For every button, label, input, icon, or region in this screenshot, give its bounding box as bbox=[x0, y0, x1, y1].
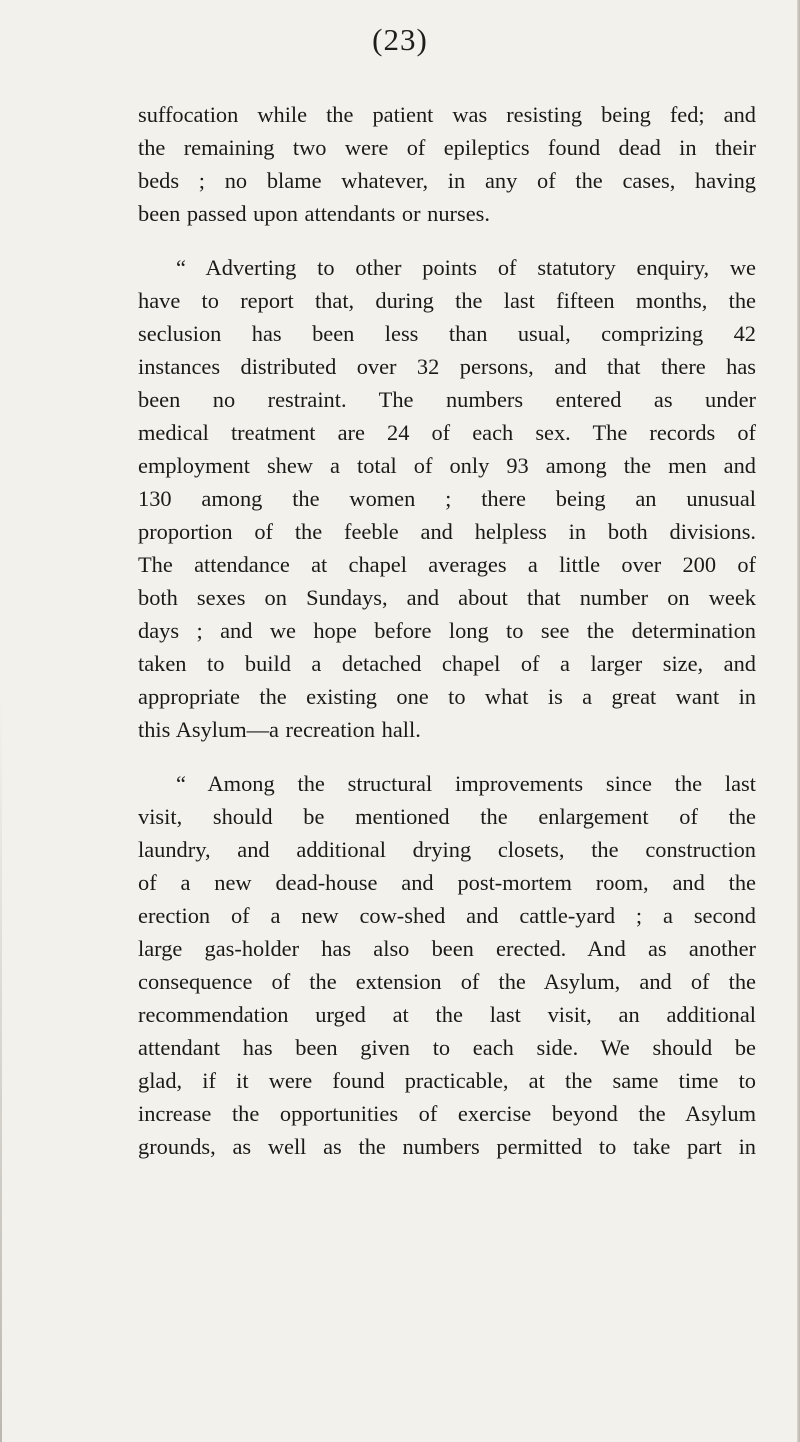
binding-shadow bbox=[0, 700, 2, 1442]
text-line: increase the opportunities of exercise beyond the Asylum bbox=[138, 1101, 756, 1126]
text-line: large gas-holder has also been erected. And as another bbox=[138, 936, 756, 961]
text-line: The attendance at chapel averages a little over 200 of bbox=[138, 552, 756, 577]
text-line: visit, should be mentioned the enlargement of the bbox=[138, 804, 756, 829]
text-line: proportion of the feeble and helpless in both divisions. bbox=[138, 519, 756, 544]
text-line: taken to build a detached chapel of a larger size, and bbox=[138, 651, 756, 676]
paragraph-spacer bbox=[138, 746, 756, 767]
text-line: seclusion has been less than usual, comprizing 42 bbox=[138, 321, 756, 346]
body-text bbox=[138, 98, 756, 1163]
text-line: glad, if it were found practicable, at the same time to bbox=[138, 1068, 756, 1093]
text-line: both sexes on Sundays, and about that number on week bbox=[138, 585, 756, 610]
text-line: laundry, and additional drying closets, the construction bbox=[138, 837, 756, 862]
paragraph-spacer bbox=[138, 230, 756, 251]
text-line: days ; and we hope before long to see the determination bbox=[138, 618, 756, 643]
paragraph-3 bbox=[138, 767, 756, 1163]
text-line: been passed upon attendants or nurses. bbox=[138, 201, 490, 226]
paragraph-2 bbox=[138, 251, 756, 746]
paragraph-1 bbox=[138, 98, 756, 230]
text-line: have to report that, during the last fifteen months, the bbox=[138, 288, 756, 313]
text-line: the remaining two were of epileptics found dead in their bbox=[138, 135, 756, 160]
text-line: suffocation while the patient was resisting being fed; and bbox=[138, 102, 756, 127]
text-line: employment shew a total of only 93 among the men and bbox=[138, 453, 756, 478]
text-line: appropriate the existing one to what is a great want in bbox=[138, 684, 756, 709]
text-line: grounds, as well as the numbers permitted to take part in bbox=[138, 1134, 756, 1159]
text-line: “ Adverting to other points of statutory enquiry, we bbox=[176, 255, 756, 280]
text-line: instances distributed over 32 persons, and that there has bbox=[138, 354, 756, 379]
text-line: 130 among the women ; there being an unusual bbox=[138, 486, 756, 511]
text-line: consequence of the extension of the Asylum, and of the bbox=[138, 969, 756, 994]
text-line: “ Among the structural improvements since the last bbox=[176, 771, 756, 796]
text-line: medical treatment are 24 of each sex. The records of bbox=[138, 420, 756, 445]
text-line: of a new dead-house and post-mortem room, and the bbox=[138, 870, 756, 895]
text-line: beds ; no blame whatever, in any of the cases, having bbox=[138, 168, 756, 193]
text-line: recommendation urged at the last visit, an additional bbox=[138, 1002, 756, 1027]
page-number: (23) bbox=[372, 22, 428, 57]
text-line: erection of a new cow-shed and cattle-yard ; a second bbox=[138, 903, 756, 928]
text-line: attendant has been given to each side. We should be bbox=[138, 1035, 756, 1060]
text-line: this Asylum—a recreation hall. bbox=[138, 717, 421, 742]
text-line: been no restraint. The numbers entered as under bbox=[138, 387, 756, 412]
